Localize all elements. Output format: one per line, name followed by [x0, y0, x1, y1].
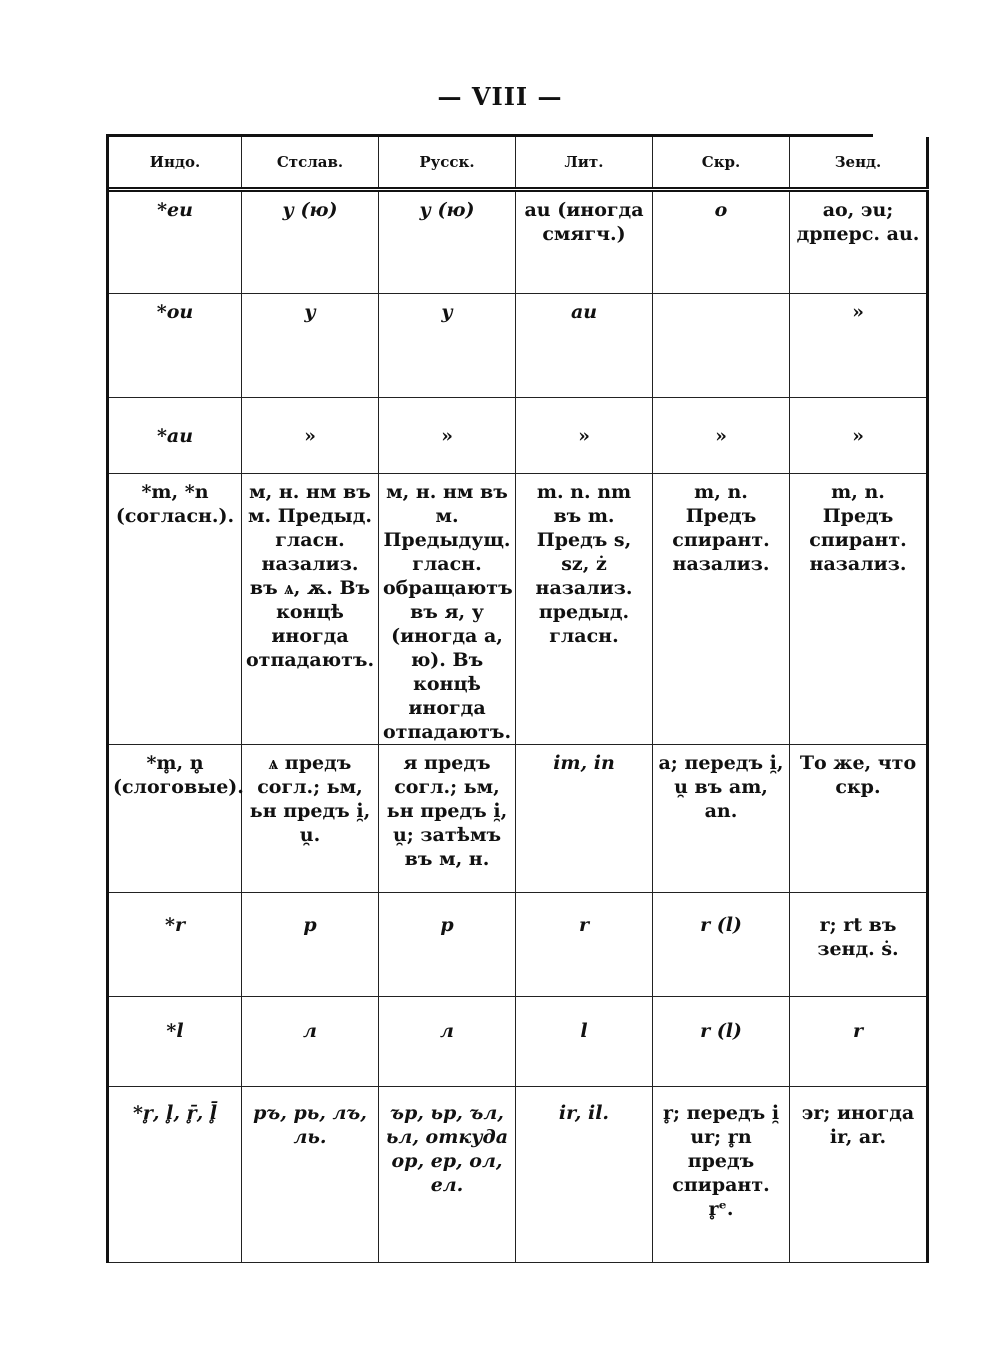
cell-lit: r — [516, 893, 653, 997]
cell-lit: au — [516, 294, 653, 398]
cell-zend: r; rt въ зенд. ṡ. — [790, 893, 928, 997]
cell-zend: ao, эu; дрперс. au. — [790, 190, 928, 294]
cell-stslav: м, н. нм въ м. Предыд. гласн. назализ. въ ѧ, ѫ. Въ концѣ иногда отпадаютъ. — [242, 474, 379, 745]
cell-lit: m. n. nm въ m. Предъ s, sz, ż назализ. предыд. гласн. — [516, 474, 653, 745]
table-row — [109, 997, 928, 1087]
cell-indo: *r̥, l̥, r̥̄, l̥̄ — [109, 1087, 242, 1263]
cell-stslav: ѧ предъ согл.; ьм, ьн предъ i̯, u̯. — [242, 745, 379, 893]
cell-zend: m, n. Предъ спирант. назализ. — [790, 474, 928, 745]
table — [109, 137, 929, 1263]
header-russk: Русск. — [379, 137, 516, 190]
cell-russk: я предъ согл.; ьм, ьн предъ i̯, u̯; затѣмъ въ м, н. — [379, 745, 516, 893]
header-indo: Индо. — [109, 137, 242, 190]
cell-skr — [653, 294, 790, 398]
table-row — [109, 1087, 928, 1263]
table-row — [109, 745, 928, 893]
cell-zend: » — [790, 294, 928, 398]
cell-lit: im, in — [516, 745, 653, 893]
cell-lit: au (иногда смягч.) — [516, 190, 653, 294]
cell-indo: *r — [109, 893, 242, 997]
header-skr: Скр. — [653, 137, 790, 190]
table-row — [109, 294, 928, 398]
cell-russk: м, н. нм въ м. Предыдущ. гласн. обращаютъ въ я, у (иногда а, ю). Въ концѣ иногда отпадаютъ. — [379, 474, 516, 745]
cell-skr: r̥; передъ i̯ ur; r̥n предъ спирант. r̥ᵉ. — [653, 1087, 790, 1263]
cell-russk: у — [379, 294, 516, 398]
cell-stslav: р — [242, 893, 379, 997]
cell-russk: л — [379, 997, 516, 1087]
cell-skr: » — [653, 398, 790, 474]
cell-indo: *m, *n (согласн.). — [109, 474, 242, 745]
header-lit: Лит. — [516, 137, 653, 190]
cell-zend: То же, что скр. — [790, 745, 928, 893]
cell-skr: r (l) — [653, 997, 790, 1087]
table-row — [109, 190, 928, 294]
cell-skr: r (l) — [653, 893, 790, 997]
cell-lit: ir, il. — [516, 1087, 653, 1263]
cell-stslav: » — [242, 398, 379, 474]
cell-stslav: у (ю) — [242, 190, 379, 294]
cell-indo: *eu — [109, 190, 242, 294]
header-stslav: Стслав. — [242, 137, 379, 190]
phonetic-correspondence-table — [106, 134, 920, 1263]
cell-indo: *m̥, n̥ (слоговые). — [109, 745, 242, 893]
cell-russk: у (ю) — [379, 190, 516, 294]
cell-stslav: у — [242, 294, 379, 398]
cell-lit: l — [516, 997, 653, 1087]
cell-indo: *ou — [109, 294, 242, 398]
header-zend: Зенд. — [790, 137, 928, 190]
table-row — [109, 398, 928, 474]
cell-zend: эr; иногда ir, ar. — [790, 1087, 928, 1263]
cell-skr: o — [653, 190, 790, 294]
cell-indo: *au — [109, 398, 242, 474]
cell-lit: » — [516, 398, 653, 474]
table-row — [109, 474, 928, 745]
cell-stslav: л — [242, 997, 379, 1087]
page-number: — VIII — — [437, 82, 563, 111]
cell-skr: m, n. Предъ спирант. назализ. — [653, 474, 790, 745]
table-row — [109, 893, 928, 997]
cell-russk: » — [379, 398, 516, 474]
cell-russk: ър, ьр, ъл, ьл, откуда ор, ер, ол, ел. — [379, 1087, 516, 1263]
cell-zend: » — [790, 398, 928, 474]
header-row — [109, 137, 928, 190]
cell-stslav: ръ, рь, лъ, ль. — [242, 1087, 379, 1263]
cell-skr: a; передъ i̯, u̯ въ am, an. — [653, 745, 790, 893]
cell-indo: *l — [109, 997, 242, 1087]
cell-zend: r — [790, 997, 928, 1087]
cell-russk: р — [379, 893, 516, 997]
